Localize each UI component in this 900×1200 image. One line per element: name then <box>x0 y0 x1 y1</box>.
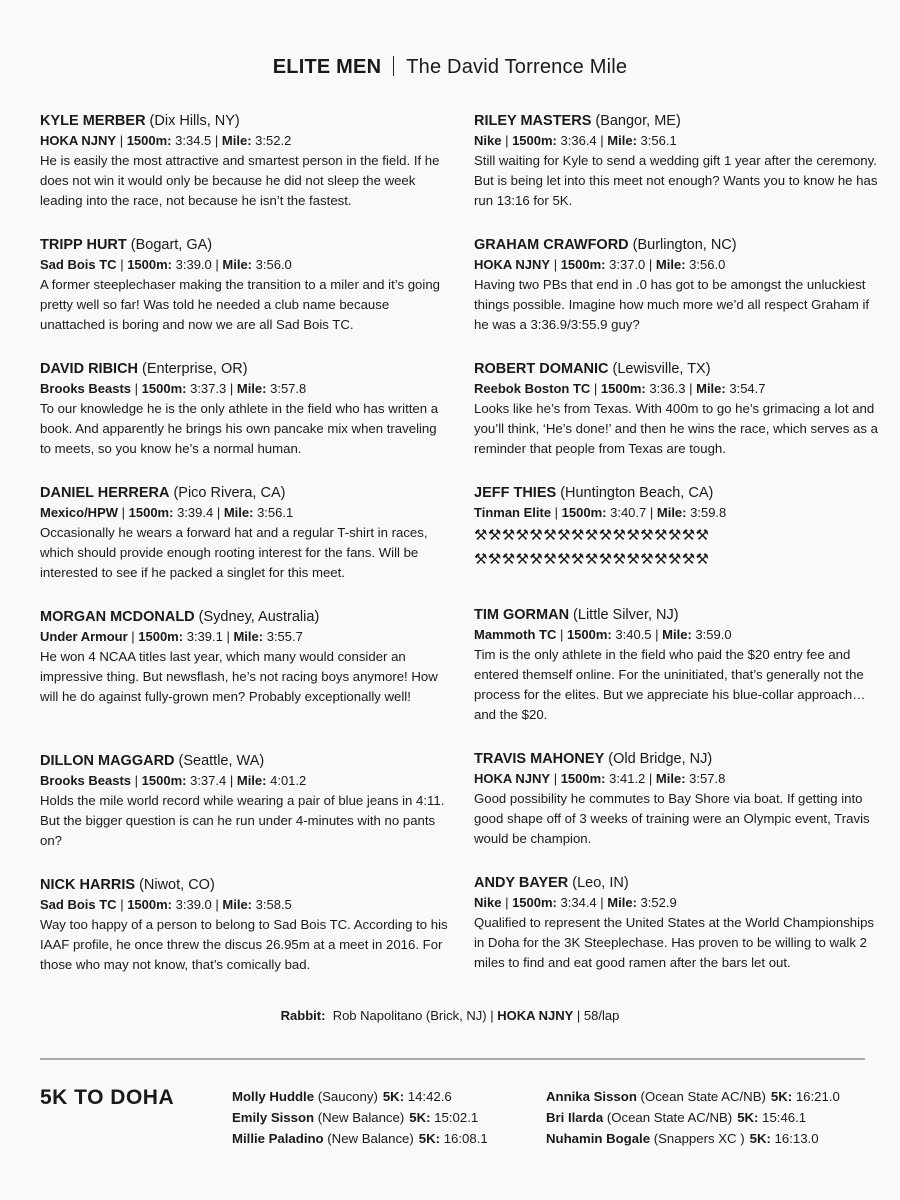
athlete-hometown: (Huntington Beach, CA) <box>560 485 714 501</box>
athlete-hometown: (Leo, IN) <box>572 875 629 891</box>
athlete-hometown: (Pico Rivera, CA) <box>173 485 286 501</box>
athlete-1500m: 3:39.1 <box>186 629 223 644</box>
doha-runner-time: 15:02.1 <box>434 1110 479 1125</box>
doha-runner-team: (New Balance) <box>317 1110 405 1125</box>
doha-runner-team: (Ocean State AC/NB) <box>640 1089 766 1104</box>
athlete-name: JEFF THIES <box>474 485 557 501</box>
athlete-mile: 3:54.7 <box>729 381 766 396</box>
athlete-mile: 3:57.8 <box>689 771 726 786</box>
athlete-1500m: 3:39.0 <box>175 897 212 912</box>
athlete-club: HOKA NJNY <box>40 133 117 148</box>
athlete-1500m: 3:36.4 <box>560 133 597 148</box>
athlete-bio: He is easily the most attractive and smartest person in the field. If he does not win it would only be because he did not sleep the week leading into the race, not because he isn’t the fastest. <box>40 153 440 208</box>
athlete-name: DILLON MAGGARD <box>40 753 175 769</box>
doha-runner-name: Nuhamin Bogale <box>546 1131 651 1146</box>
athlete-name: TIM GORMAN <box>474 607 570 623</box>
rabbit-pace: 58/lap <box>583 1008 620 1023</box>
doha-runner-name: Bri Ilarda <box>546 1110 604 1125</box>
athlete-mile: 3:56.0 <box>255 257 292 272</box>
doha-runner-time: 15:46.1 <box>762 1110 807 1125</box>
athlete-name: TRAVIS MAHONEY <box>474 751 605 767</box>
athlete-entry: ROBERT DOMANIC (Lewisville, TX) Reebok Boston TC | 1500m: 3:36.3 | Mile: 3:54.7 Looks like he’s from Texas. With 400m to go he’s grimacing a lot and you’ll think, ‘He’s done!’ and then he wins the race, which serves as a reminder that people from Texas are tough. <box>474 360 884 484</box>
athlete-1500m: 3:39.0 <box>175 257 212 272</box>
doha-entry: Annika Sisson (Ocean State AC/NB) 5K: 16:21.0 <box>546 1089 840 1104</box>
athlete-1500m: 3:34.5 <box>175 133 212 148</box>
athlete-hometown: (Bangor, ME) <box>595 113 681 129</box>
athlete-entry: DANIEL HERRERA (Pico Rivera, CA) Mexico/HPW | 1500m: 3:39.4 | Mile: 3:56.1 Occasionally he wears a forward hat and a regular T-shirt in races, which should provide enough rooting interest for the fans. Will be interested to see if he packed a singlet for this meet. <box>40 484 450 608</box>
athlete-bio: Tim is the only athlete in the field who paid the $20 entry fee and entered themself online. For the uninitiated, that’s generally not the process for the elites. But we appreciate his blue-collar approach…and the $20. <box>474 647 866 722</box>
athlete-1500m: 3:37.3 <box>190 381 227 396</box>
athlete-bio: Way too happy of a person to belong to Sad Bois TC. According to his IAAF profile, he once threw the discus 26.95m at a meet in 2016. For those who may not know, that’s comically bad. <box>40 917 448 972</box>
doha-runner-team: (New Balance) <box>327 1131 414 1146</box>
athlete-1500m: 3:39.4 <box>177 505 214 520</box>
athlete-hometown: (Niwot, CO) <box>139 877 215 893</box>
athlete-club: Reebok Boston TC <box>474 381 591 396</box>
athlete-hometown: (Old Bridge, NJ) <box>608 751 713 767</box>
doha-entry: Nuhamin Bogale (Snappers XC ) 5K: 16:13.0 <box>546 1131 819 1146</box>
doha-section-title: 5K TO DOHA <box>40 1086 175 1109</box>
athlete-bio: Having two PBs that end in .0 has got to be amongst the unluckiest things possible. Imagine how much more we’d all respect Graham if he was a 3:36.9/3:55.9 guy? <box>474 277 870 332</box>
doha-entry: Bri Ilarda (Ocean State AC/NB) 5K: 15:46.1 <box>546 1110 807 1125</box>
doha-column-1 <box>232 1086 488 1149</box>
athlete-bio: Good possibility he commutes to Bay Shore via boat. If getting into good shape off of 3 weeks of training were an Olympic event, Travis would be champion. <box>474 791 870 846</box>
athlete-name: MORGAN MCDONALD <box>40 609 195 625</box>
doha-column-2 <box>546 1086 840 1149</box>
athlete-1500m: 3:40.7 <box>610 505 647 520</box>
athlete-bio: A former steeplechaser making the transition to a miler and it’s going pretty well so far! Was told he needed a club name because unattached is boring and now we are all Sad Bois TC. <box>40 277 440 332</box>
athlete-name: TRIPP HURT <box>40 237 127 253</box>
athlete-mile: 3:56.1 <box>640 133 677 148</box>
rabbit-name: Rob Napolitano (Brick, NJ) <box>332 1008 487 1023</box>
athlete-mile: 3:56.1 <box>257 505 294 520</box>
athlete-entry: TRIPP HURT (Bogart, GA) Sad Bois TC | 1500m: 3:39.0 | Mile: 3:56.0 A former steeplechaser making the transition to a miler and it’s going pretty well so far! Was told he needed a club name because unattached is boring and now we are all Sad Bois TC. <box>40 236 450 360</box>
athlete-entry: KYLE MERBER (Dix Hills, NY) HOKA NJNY | 1500m: 3:34.5 | Mile: 3:52.2 He is easily the most attractive and smartest person in the field. If he does not win it would only be because he did not sleep the week leading into the race, not because he isn’t the fastest. <box>40 112 450 236</box>
athlete-club: Nike <box>474 895 502 910</box>
doha-runner-time: 16:21.0 <box>795 1089 840 1104</box>
athlete-entry: ANDY BAYER (Leo, IN) Nike | 1500m: 3:34.4 | Mile: 3:52.9 Qualified to represent the United States at the World Championships in Doha for the 3K Steeplechase. Has proven to be willing to walk 2 miles to find and eat good ramen after the bars let out. <box>474 874 884 998</box>
doha-runner-team: (Ocean State AC/NB) <box>606 1110 733 1125</box>
section-title: ELITE MEN <box>272 56 382 78</box>
doha-entry: Molly Huddle (Saucony) 5K: 14:42.6 <box>232 1089 452 1104</box>
athlete-club: Brooks Beasts <box>40 381 132 396</box>
athlete-hometown: (Burlington, NC) <box>632 237 737 253</box>
athlete-entry: DILLON MAGGARD (Seattle, WA) Brooks Beasts | 1500m: 3:37.4 | Mile: 4:01.2 Holds the mile world record while wearing a pair of blue jeans in 4:11. But the bigger question is can he run under 4-minutes with no pants on? <box>40 752 450 876</box>
doha-runner-team: (Saucony) <box>317 1089 378 1104</box>
athlete-hometown: (Little Silver, NJ) <box>573 607 679 623</box>
athlete-1500m: 3:37.4 <box>190 773 227 788</box>
athlete-name: KYLE MERBER <box>40 113 146 129</box>
athlete-entry: MORGAN MCDONALD (Sydney, Australia) Under Armour | 1500m: 3:39.1 | Mile: 3:55.7 He won 4 NCAA titles last year, which many would consider an impressive thing. But newsflash, he’s not racing boys anymore! How will he do against fully-grown men? Probably exceptionally well! <box>40 608 450 752</box>
athlete-bio: Still waiting for Kyle to send a wedding gift 1 year after the ceremony. But is being let into this meet not enough? Wants you to know he has run 13:16 for 5K. <box>474 153 878 208</box>
athlete-club: Mammoth TC <box>474 627 557 642</box>
section-divider <box>40 1058 865 1060</box>
header-divider <box>393 56 394 76</box>
left-athlete-column <box>40 112 450 1000</box>
athlete-name: NICK HARRIS <box>40 877 136 893</box>
doha-runner-team: (Snappers XC ) <box>653 1131 745 1146</box>
athlete-mile: 3:57.8 <box>270 381 307 396</box>
athlete-hometown: (Bogart, GA) <box>130 237 213 253</box>
athlete-bio: Holds the mile world record while wearing a pair of blue jeans in 4:11. But the bigger question is can he run under 4-minutes with no pants on? <box>40 793 445 848</box>
athlete-1500m: 3:37.0 <box>609 257 646 272</box>
doha-runner-time: 14:42.6 <box>407 1089 452 1104</box>
athlete-mile: 3:56.0 <box>689 257 726 272</box>
rabbit-club: HOKA NJNY <box>497 1008 574 1023</box>
athlete-hometown: (Lewisville, TX) <box>612 361 711 377</box>
rabbit-line: Rabbit: Rob Napolitano (Brick, NJ) | HOKA NJNY | 58/lap <box>280 1008 620 1023</box>
athlete-hometown: (Sydney, Australia) <box>198 609 320 625</box>
doha-runner-name: Millie Paladino <box>232 1131 324 1146</box>
athlete-club: Sad Bois TC <box>40 897 117 912</box>
athlete-club: HOKA NJNY <box>474 257 551 272</box>
athlete-bio: Looks like he’s from Texas. With 400m to go he’s grimacing a lot and you’ll think, ‘He’s done!’ and then he wins the race, which serves as a reminder that people from Texas are tough. <box>474 401 878 456</box>
athlete-entry: GRAHAM CRAWFORD (Burlington, NC) HOKA NJNY | 1500m: 3:37.0 | Mile: 3:56.0 Having two PBs that end in .0 has got to be amongst the unluckiest things possible. Imagine how much more we’d all respect Graham if he was a 3:36.9/3:55.9 guy? <box>474 236 884 360</box>
athlete-entry: DAVID RIBICH (Enterprise, OR) Brooks Beasts | 1500m: 3:37.3 | Mile: 3:57.8 To our knowledge he is the only athlete in the field who has written a book. And apparently he brings his own pancake mix when traveling to meets, so you know he’s a normal human. <box>40 360 450 484</box>
athlete-mile: 3:52.2 <box>255 133 292 148</box>
athlete-name: DANIEL HERRERA <box>40 485 170 501</box>
right-athlete-column <box>474 112 884 998</box>
athlete-name: GRAHAM CRAWFORD <box>474 237 629 253</box>
athlete-entry: TIM GORMAN (Little Silver, NJ) Mammoth TC | 1500m: 3:40.5 | Mile: 3:59.0 Tim is the only athlete in the field who paid the $20 entry fee and entered themself online. For the uninitiated, that’s generally not the process for the elites. But we appreciate his blue-collar approach…and the $20. <box>474 606 884 750</box>
athlete-entry: NICK HARRIS (Niwot, CO) Sad Bois TC | 1500m: 3:39.0 | Mile: 3:58.5 Way too happy of a person to belong to Sad Bois TC. According to his IAAF profile, he once threw the discus 26.95m at a meet in 2016. For those who may not know, that’s comically bad. <box>40 876 450 1000</box>
athlete-1500m: 3:41.2 <box>609 771 646 786</box>
doha-runner-time: 16:08.1 <box>443 1131 488 1146</box>
doha-entry: Millie Paladino (New Balance) 5K: 16:08.1 <box>232 1131 488 1146</box>
hammer-pick-icon-row: ⚒⚒⚒⚒⚒⚒⚒⚒⚒⚒⚒⚒⚒⚒⚒⚒⚒ <box>474 526 710 544</box>
athlete-club: Nike <box>474 133 502 148</box>
athlete-mile: 3:55.7 <box>266 629 303 644</box>
athlete-name: ROBERT DOMANIC <box>474 361 609 377</box>
doha-runner-name: Annika Sisson <box>546 1089 637 1104</box>
athlete-name: ANDY BAYER <box>474 875 569 891</box>
doha-entry: Emily Sisson (New Balance) 5K: 15:02.1 <box>232 1110 479 1125</box>
athlete-club: Tinman Elite <box>474 505 552 520</box>
race-title: The David Torrence Mile <box>406 56 628 78</box>
athlete-1500m: 3:40.5 <box>615 627 652 642</box>
athlete-mile: 3:58.5 <box>255 897 292 912</box>
athlete-hometown: (Seattle, WA) <box>178 753 265 769</box>
athlete-mile: 3:59.0 <box>695 627 732 642</box>
athlete-name: RILEY MASTERS <box>474 113 592 129</box>
athlete-club: Under Armour <box>40 629 128 644</box>
athlete-1500m: 3:34.4 <box>560 895 597 910</box>
athlete-mile: 3:52.9 <box>640 895 677 910</box>
athlete-entry: RILEY MASTERS (Bangor, ME) Nike | 1500m: 3:36.4 | Mile: 3:56.1 Still waiting for Kyle to send a wedding gift 1 year after the ceremony. But is being let into this meet not enough? Wants you to know he has run 13:16 for 5K. <box>474 112 884 236</box>
athlete-club: Mexico/HPW <box>40 505 119 520</box>
athlete-bio: To our knowledge he is the only athlete in the field who has written a book. And apparently he brings his own pancake mix when traveling to meets, so you know he’s a normal human. <box>40 401 439 456</box>
athlete-bio: Occasionally he wears a forward hat and a regular T-shirt in races, which should provide enough rooting interest for the fans. Will be interested to see if he packed a singlet for this meet. <box>40 525 428 580</box>
athlete-name: DAVID RIBICH <box>40 361 139 377</box>
page-header <box>0 56 900 79</box>
athlete-club: Sad Bois TC <box>40 257 117 272</box>
athlete-bio: Qualified to represent the United States at the World Championships in Doha for the 3K Steeplechase. Has proven to be willing to walk 2 miles to find and eat good ramen after the bars let out. <box>474 915 874 970</box>
athlete-hometown: (Enterprise, OR) <box>142 361 248 377</box>
athlete-bio: He won 4 NCAA titles last year, which many would consider an impressive thing. But newsflash, he’s not racing boys anymore! How will he do against fully-grown men? Probably exceptionally well! <box>40 649 438 704</box>
athlete-mile: 4:01.2 <box>270 773 307 788</box>
athlete-club: Brooks Beasts <box>40 773 132 788</box>
athlete-club: HOKA NJNY <box>474 771 551 786</box>
hammer-pick-icon-row: ⚒⚒⚒⚒⚒⚒⚒⚒⚒⚒⚒⚒⚒⚒⚒⚒⚒ <box>474 550 710 568</box>
athlete-hometown: (Dix Hills, NY) <box>149 113 240 129</box>
doha-runner-name: Molly Huddle <box>232 1089 315 1104</box>
athlete-entry: JEFF THIES (Huntington Beach, CA) Tinman Elite | 1500m: 3:40.7 | Mile: 3:59.8 ⚒⚒⚒⚒⚒⚒⚒⚒⚒⚒⚒⚒⚒⚒⚒⚒⚒ ⚒⚒⚒⚒⚒⚒⚒⚒⚒⚒⚒⚒⚒⚒⚒⚒⚒ <box>474 484 884 606</box>
rabbit-label: Rabbit: <box>280 1008 326 1023</box>
doha-runner-name: Emily Sisson <box>232 1110 315 1125</box>
athlete-entry: TRAVIS MAHONEY (Old Bridge, NJ) HOKA NJNY | 1500m: 3:41.2 | Mile: 3:57.8 Good possibility he commutes to Bay Shore via boat. If getting into good shape off of 3 weeks of training were an Olympic event, Travis would be champion. <box>474 750 884 874</box>
doha-runner-time: 16:13.0 <box>774 1131 819 1146</box>
athlete-mile: 3:59.8 <box>690 505 727 520</box>
athlete-1500m: 3:36.3 <box>649 381 686 396</box>
